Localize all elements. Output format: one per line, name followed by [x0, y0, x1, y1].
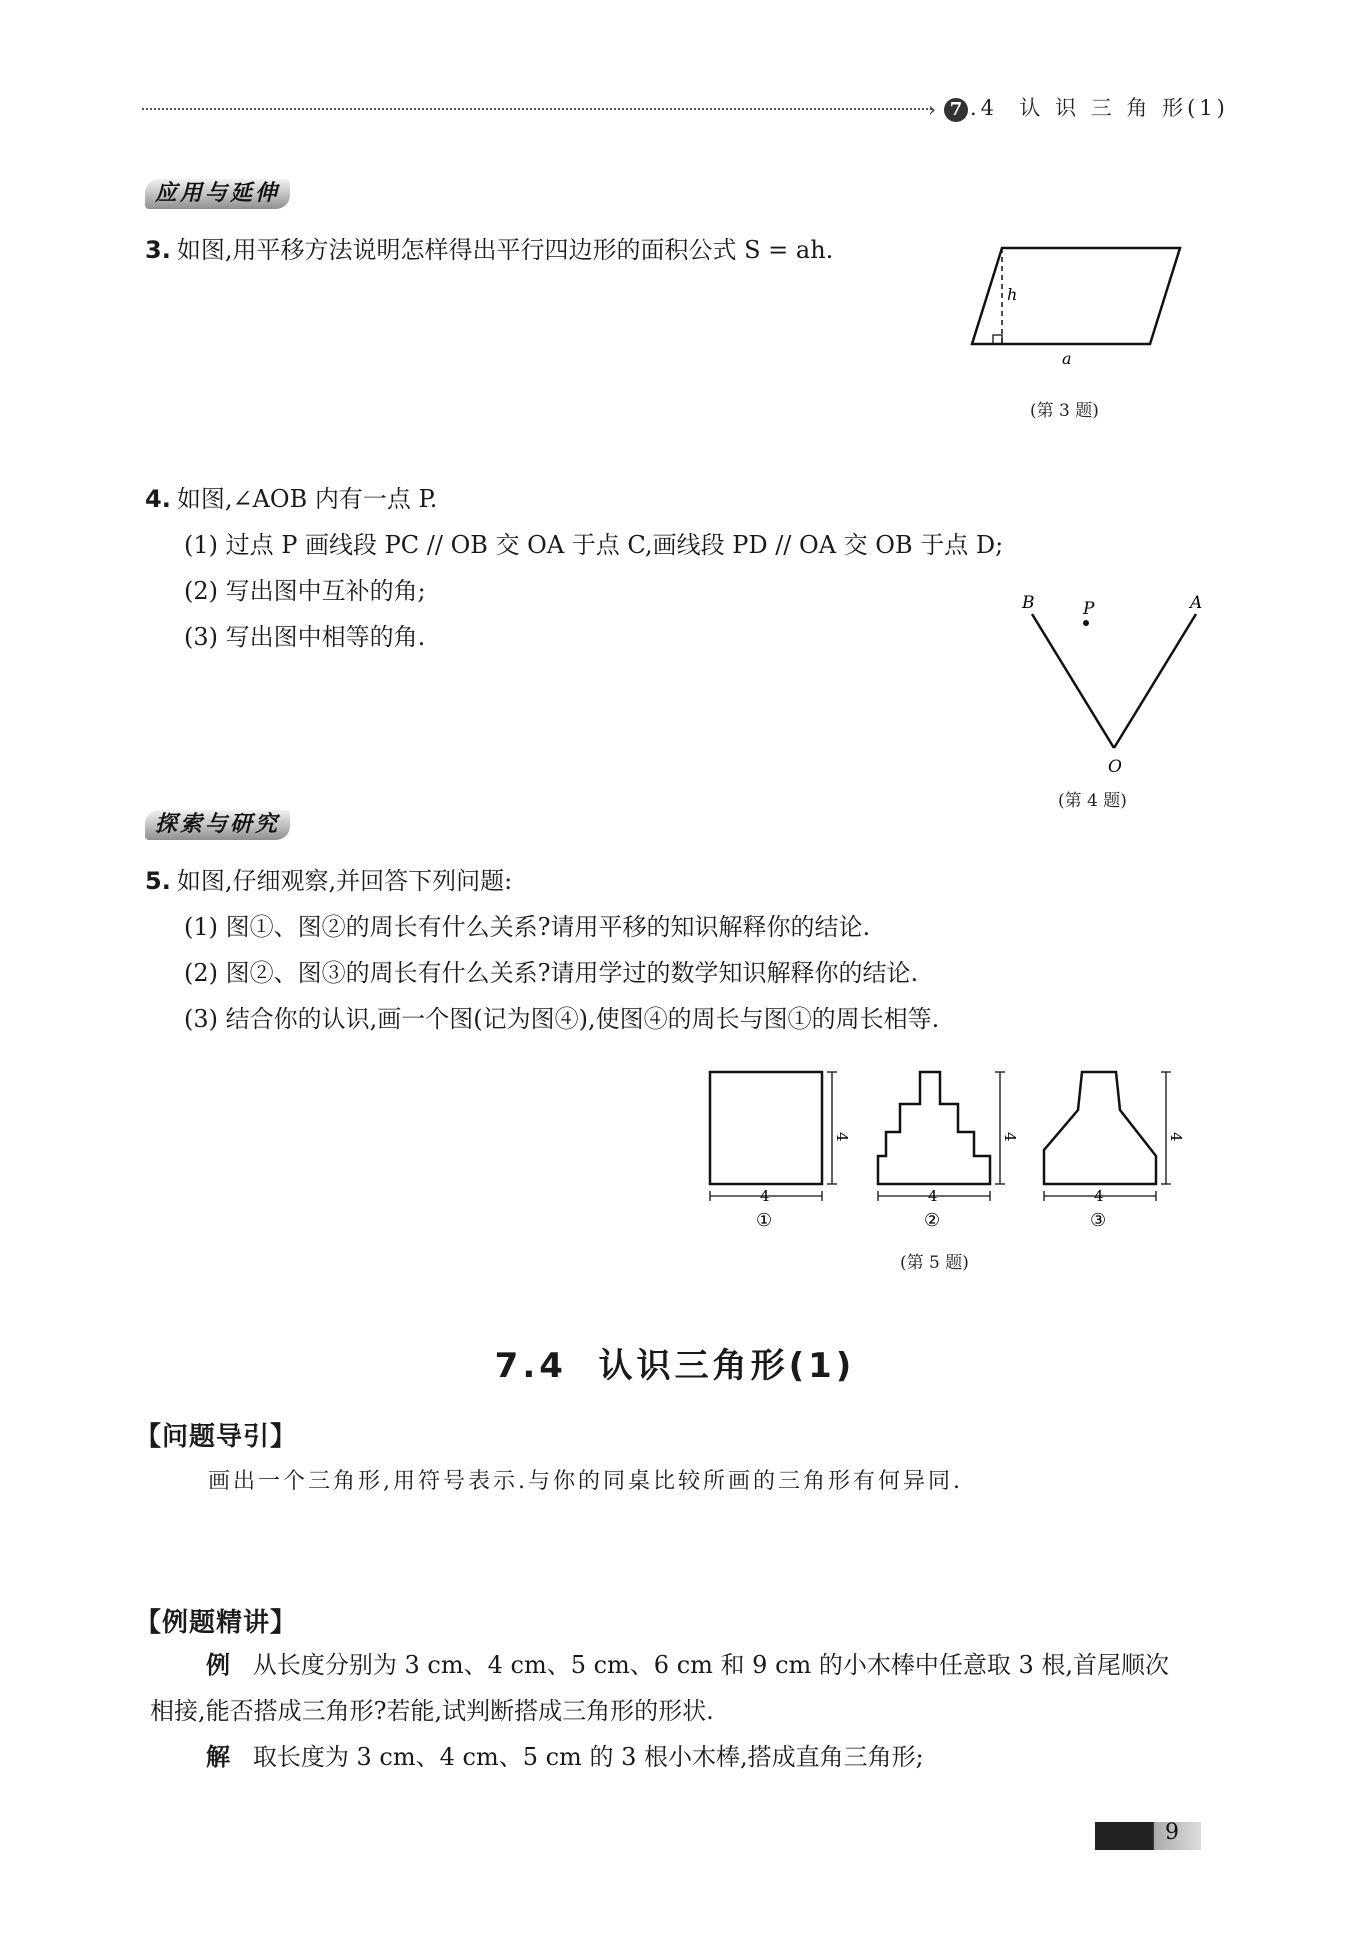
page-number-tab [1095, 1822, 1201, 1850]
example-label: 例 [206, 1651, 230, 1679]
dim-label-1-side: 4 [833, 1132, 851, 1142]
lesson-title [0, 1338, 1350, 1387]
figure-label-2: ② [924, 1210, 941, 1231]
label-h: h [1007, 285, 1018, 304]
caption-q5: (第 5 题) [900, 1253, 969, 1273]
figure-3-slanted [1044, 1072, 1171, 1201]
right-angle-mark [993, 335, 1002, 344]
section-badge-explore: 探索与研究 [145, 810, 290, 840]
example-line-1 [206, 1648, 1169, 1682]
guide-text: 画出一个三角形,用符号表示.与你的同桌比较所画的三角形有何异同. [208, 1469, 963, 1494]
example-line-2: 相接,能否搭成三角形?若能,试判断搭成三角形的形状. [150, 1697, 714, 1725]
question-4 [145, 482, 437, 516]
solution-label: 解 [206, 1743, 230, 1771]
dim-label-3-bottom: 4 [1094, 1187, 1104, 1205]
lesson-number: 7.4 [494, 1346, 567, 1386]
question-3 [145, 233, 833, 267]
solution-text: 取长度为 3 cm、4 cm、5 cm 的 3 根小木棒,搭成直角三角形; [252, 1743, 924, 1771]
question-4-part-2: (2) 写出图中互补的角; [184, 577, 426, 605]
question-4-part-3: (3) 写出图中相等的角. [184, 623, 426, 651]
dim-label-2-side: 4 [1001, 1132, 1019, 1142]
header-rule [142, 108, 932, 110]
page-number: 9 [1165, 1820, 1179, 1845]
point-p [1083, 620, 1089, 626]
label-p: P [1083, 599, 1095, 619]
example-heading: 【例题精讲】 [135, 1608, 298, 1638]
running-header-title: 认 识 三 角 形(1) [1019, 96, 1229, 120]
question-number: 4. [145, 485, 171, 513]
dim-label-2-bottom: 4 [928, 1187, 938, 1205]
question-5-part-3: (3) 结合你的认识,画一个图(记为图④),使图④的周长与图①的周长相等. [184, 1005, 940, 1033]
question-4-part-1: (1) 过点 P 画线段 PC // OB 交 OA 于点 C,画线段 PD // OA 交 OB 于点 D; [184, 531, 1004, 559]
section-number-badge: 7 [944, 98, 968, 122]
question-5-part-1: (1) 图①、图②的周长有什么关系?请用平移的知识解释你的结论. [184, 913, 871, 941]
example-text-1: 从长度分别为 3 cm、4 cm、5 cm、6 cm 和 9 cm 的小木棒中任意取 3 根,首尾顺次 [252, 1651, 1170, 1679]
label-a: a [1062, 349, 1072, 366]
figure-2-stepped [878, 1072, 1005, 1201]
figure-label-1: ① [756, 1210, 773, 1231]
dim-label-1-bottom: 4 [760, 1187, 770, 1205]
parallelogram-shape [972, 248, 1180, 344]
guide-heading: 【问题导引】 [135, 1422, 298, 1452]
label-a: A [1190, 593, 1203, 613]
arrow-right-icon: › [928, 97, 936, 121]
label-o: O [1108, 757, 1122, 777]
perimeter-figures [700, 1060, 1190, 1240]
question-number: 5. [145, 867, 171, 895]
ray-oa [1114, 614, 1196, 748]
question-5-part-2: (2) 图②、图③的周长有什么关系?请用学过的数学知识解释你的结论. [184, 959, 919, 987]
dim-label-3-side: 4 [1167, 1132, 1185, 1142]
running-header [944, 92, 1229, 122]
question-text: 如图,∠AOB 内有一点 P. [176, 485, 438, 513]
ray-ob [1032, 614, 1114, 748]
parallelogram-figure [960, 236, 1190, 366]
question-5 [145, 864, 512, 898]
question-number: 3. [145, 236, 171, 264]
caption-q4: (第 4 题) [1058, 791, 1127, 811]
caption-q3: (第 3 题) [1030, 401, 1099, 421]
question-text: 如图,仔细观察,并回答下列问题: [176, 867, 513, 895]
section-badge-apply: 应用与延伸 [145, 179, 290, 209]
solution-line [206, 1740, 924, 1774]
section-suffix: .4 [970, 96, 999, 120]
figure-1-square [710, 1072, 837, 1201]
angle-aob-figure [1010, 590, 1210, 780]
figure-label-3: ③ [1090, 1210, 1107, 1231]
question-text: 如图,用平移方法说明怎样得出平行四边形的面积公式 S = ah. [176, 236, 834, 264]
label-b: B [1022, 593, 1035, 613]
lesson-name: 认识三角形(1) [598, 1346, 856, 1386]
